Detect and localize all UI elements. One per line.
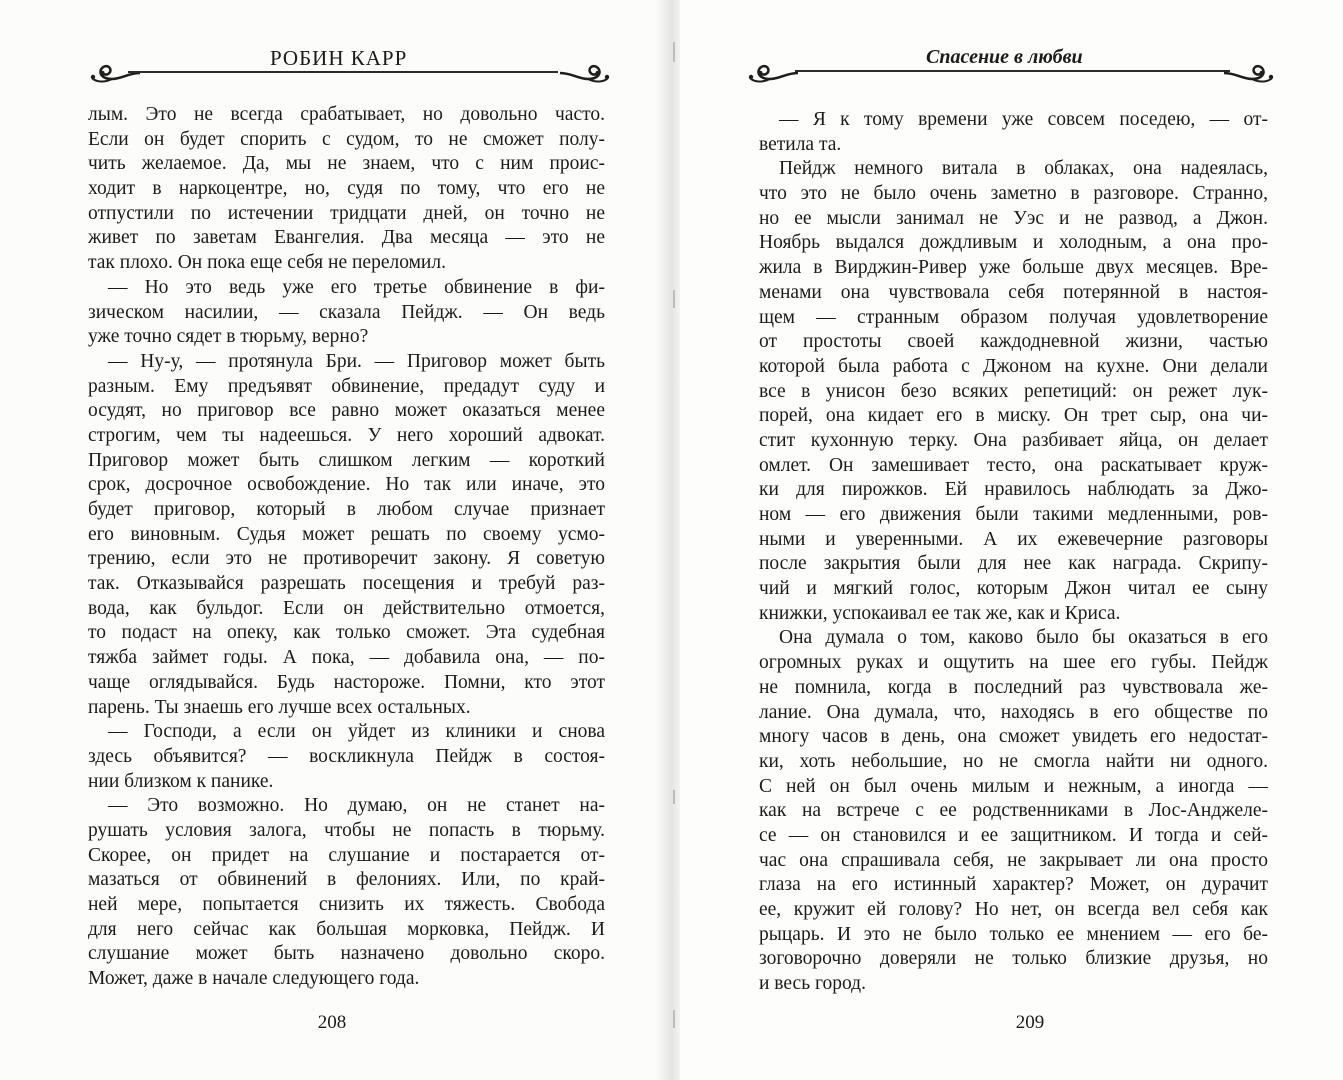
text-line: огромных руках и ощутить на шее его губы. Пейдж xyxy=(759,652,1268,674)
text-line: парень. Ты знаешь его лучше всех остальных. xyxy=(88,696,471,718)
text-line: ней мере, попытается снизить их тяжесть. Свобода xyxy=(88,894,605,915)
gutter-mark xyxy=(673,1010,675,1028)
text-line: как на встрече с ее родственниками в Лос-Анджеле- xyxy=(759,800,1268,822)
gutter-mark xyxy=(673,290,675,308)
text-line: Ноябрь выдался дождливым и холодным, а она про- xyxy=(759,232,1268,254)
text-line: чий и мягкий голос, которым Джон читал ее сыну xyxy=(759,578,1268,600)
text-line: ными и уверенными. А их ежевечерние разговоры xyxy=(759,528,1268,550)
text-line: рушать условия залога, чтобы не попасть в тюрьму. xyxy=(88,819,605,841)
text-line: щем — странным образом получая удовлетворение xyxy=(759,306,1268,328)
left-page xyxy=(0,0,660,1080)
text-line: после закрытия были для нее как награда. Скрипу- xyxy=(759,553,1268,575)
text-line: строгим, чем ты надеешься. У него хороший адвокат. xyxy=(88,424,605,446)
text-line: срок, досрочное освобождение. Но так или иначе, это xyxy=(88,474,605,496)
ornament-flourish-icon xyxy=(746,54,800,88)
text-line: трению, если это не противоречит закону. Я советую xyxy=(88,548,605,570)
gutter-mark xyxy=(673,790,675,804)
text-line: здесь объявится? — воскликнула Пейдж в состоя- xyxy=(88,745,605,767)
text-line: Пейдж немного витала в облаках, она надеялась, xyxy=(779,158,1268,180)
text-line: его виновным. Судья может решать по своему усмо- xyxy=(88,523,605,545)
ornament-flourish-icon xyxy=(1222,54,1276,88)
running-head-author: РОБИН КАРР xyxy=(270,46,408,70)
left-page-header xyxy=(0,40,660,85)
left-body-text xyxy=(88,103,605,992)
text-line: осудят, но приговор все равно может оказаться менее xyxy=(88,400,605,422)
text-line: — Я к тому времени уже совсем поседею, — от- xyxy=(779,109,1268,130)
text-line: лым. Это не всегда срабатывает, но довольно часто. xyxy=(88,104,605,125)
text-line: чить желаемое. Да, мы не знаем, что с ним проис- xyxy=(88,153,605,175)
text-line: так плохо. Он пока еще себя не переломил. xyxy=(88,252,446,274)
text-line: так. Отказывайся разрешать посещения и требуй раз- xyxy=(88,573,605,595)
text-line: которой была работа с Джоном на кухне. Они делали xyxy=(759,355,1268,377)
text-line: все в унисон безо всяких репетиций: он режет лук- xyxy=(759,380,1268,402)
text-line: зическом насилии, — сказала Пейдж. — Он ведь xyxy=(88,301,605,323)
text-line: ки для пирожков. Ей нравилось наблюдать за Джо- xyxy=(759,479,1268,501)
text-line: мазаться от обвинений в фелониях. Или, по край- xyxy=(88,869,605,891)
text-line: порей, она кидает его в миску. Он трет сыр, она чи- xyxy=(759,405,1268,427)
text-line: — Это возможно. Но думаю, он не станет на- xyxy=(108,795,605,817)
right-page-header xyxy=(680,40,1343,85)
gutter-mark xyxy=(673,42,675,62)
running-head-title: Спасение в любви xyxy=(926,46,1083,68)
text-line: Может, даже в начале следующего года. xyxy=(88,968,420,990)
text-line: — Господи, а если он уйдет из клиники и снова xyxy=(108,721,605,743)
text-line: Скорее, он придет на слушание и постарается от- xyxy=(88,844,605,866)
text-line: вода, как бульдог. Если он действительно отмоется, xyxy=(88,597,605,619)
text-line: лание. Она думала, что, находясь в его обществе по xyxy=(759,701,1268,723)
text-line: не помнила, когда в последний раз чувствовала же- xyxy=(759,676,1268,698)
page-number-left: 208 xyxy=(317,1012,347,1033)
text-line: будет приговор, который в любом случае признает xyxy=(88,499,605,520)
text-line: от простоты своей каждодневной жизни, частью xyxy=(759,331,1268,353)
ornament-flourish-icon xyxy=(558,54,612,88)
right-page xyxy=(680,0,1343,1080)
text-line: и весь город. xyxy=(759,973,866,995)
text-line: для него сейчас как большая морковка, Пейдж. И xyxy=(88,918,605,940)
text-line: Приговор может быть слишком легким — короткий xyxy=(88,449,605,471)
text-line: — Но это ведь уже его третье обвинение в фи- xyxy=(108,276,605,298)
text-line: уже точно сядет в тюрьму, верно? xyxy=(88,326,369,348)
text-line: час она спрашивала себя, не закрывает ли она просто xyxy=(759,849,1268,871)
text-line: разным. Ему предъявят обвинение, предадут суду и xyxy=(88,375,605,397)
text-line: Она думала о том, каково было бы оказаться в его xyxy=(779,627,1268,649)
text-line: отпустили по истечении тридцати дней, он точно не xyxy=(88,202,605,224)
text-line: Если он будет спорить с судом, то не сможет полу- xyxy=(88,128,605,150)
text-line: рыцарь. И это не было только ее мнением — его бе- xyxy=(759,923,1268,945)
text-line: омлет. Он замешивает тесто, она раскатывает круж- xyxy=(759,454,1268,476)
text-line: что это не было очень заметно в разговоре. Странно, xyxy=(759,183,1268,205)
text-line: тяжба займет годы. А пока, — добавила она, — по- xyxy=(88,647,605,669)
text-line: глаза на его истинный характер? Может, он дурачит xyxy=(759,874,1268,896)
text-line: стит кухонную терку. Она разбивает яйца, он делает xyxy=(759,429,1268,451)
text-line: се — он становился и ее защитником. И тогда и сей- xyxy=(759,824,1268,846)
text-line: — Ну-у, — протянула Бри. — Приговор может быть xyxy=(108,350,605,372)
header-rule xyxy=(795,70,1230,72)
text-line: ее, кружит ей голову? Но нет, он всегда вел себя как xyxy=(759,899,1268,920)
header-rule xyxy=(128,71,558,73)
text-line: нии близком к панике. xyxy=(88,770,274,792)
text-line: ветила та. xyxy=(759,133,842,155)
text-line: ном — его движения были такими медленными, ров- xyxy=(759,504,1268,525)
text-line: С ней он был очень милым и нежным, а иногда — xyxy=(759,775,1268,797)
text-line: ки, хоть небольшие, но не смогла найти ни одного. xyxy=(759,750,1268,772)
text-line: то подаст на опеку, как только сможет. Эта судебная xyxy=(88,622,605,644)
page-number-right: 209 xyxy=(1015,1012,1045,1033)
text-line: менами она чувствовала себя потерянной в настоя- xyxy=(759,281,1268,303)
text-line: многу часов в день, она сможет увидеть его недостат- xyxy=(759,726,1268,748)
text-line: но ее мысли занимал не Уэс и не развод, а Джон. xyxy=(759,207,1268,229)
text-line: ходит в наркоцентре, но, судя по тому, что его не xyxy=(88,178,605,200)
text-line: зоговорочно доверяли не только близкие друзья, но xyxy=(759,948,1268,970)
text-line: живет по заветам Евангелия. Два месяца — это не xyxy=(88,227,605,249)
text-line: жила в Вирджин-Ривер уже больше двух месяцев. Вре- xyxy=(759,257,1268,279)
right-body-text xyxy=(759,108,1268,997)
text-line: книжки, успокаивал ее так же, как и Криса. xyxy=(759,602,1121,624)
text-line: чаще оглядывайся. Будь настороже. Помни, кто этот xyxy=(88,671,605,693)
text-line: слушание может быть назначено довольно скоро. xyxy=(88,943,605,965)
